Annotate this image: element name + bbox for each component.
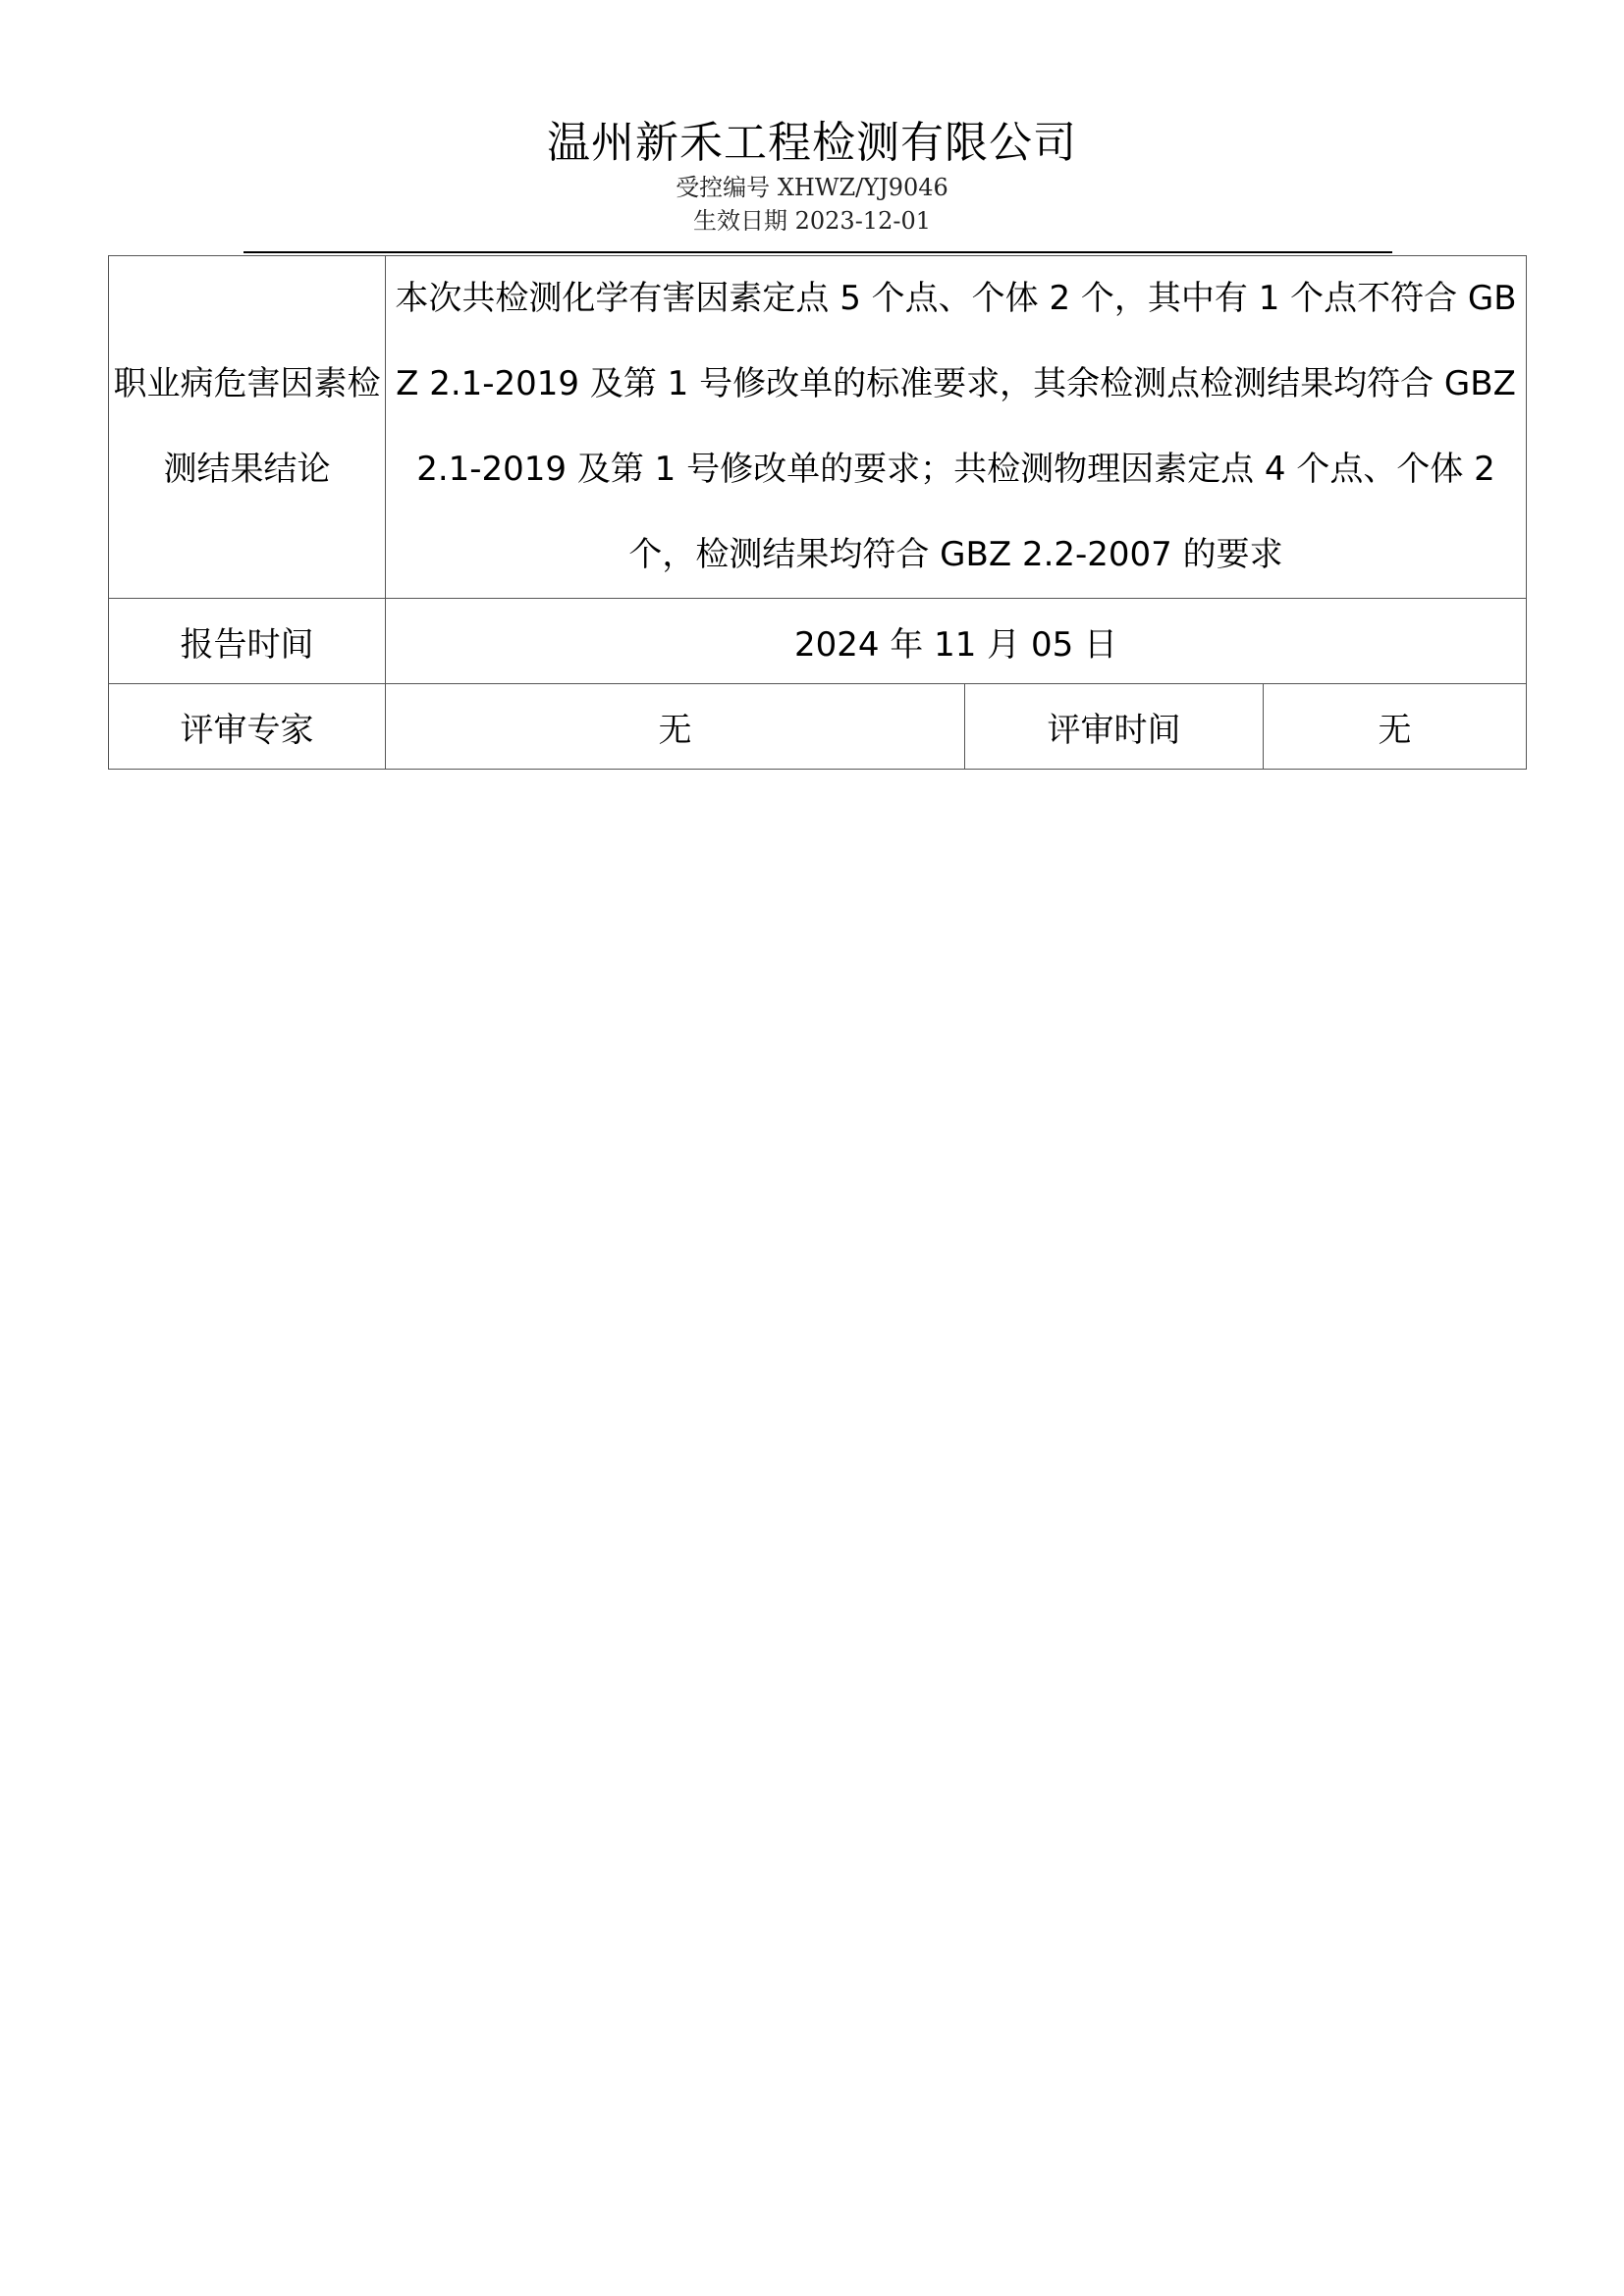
header-rule bbox=[244, 251, 1392, 253]
review-row bbox=[109, 684, 1527, 770]
report-time-row bbox=[109, 599, 1527, 684]
effective-date: 生效日期 2023-12-01 bbox=[692, 207, 931, 235]
conclusion-text: 本次共检测化学有害因素定点 5 个点、个体 2 个，其中有 1 个点不符合 GBZ 2.1-2019 及第 1 号修改单的标准要求，其余检测点检测结果均符合 GBZ 2.1-2019 及第 1 号修改单的要求；共检测物理因素定点 4 个点、个体 2 个，检测结果均符合 GBZ 2.2-2007 的要求 bbox=[386, 256, 1527, 599]
conclusion-label: 职业病危害因素检测结果结论 bbox=[109, 256, 386, 599]
company-name: 温州新禾工程检测有限公司 bbox=[547, 118, 1077, 168]
reviewer-value: 无 bbox=[386, 684, 965, 770]
conclusion-row bbox=[109, 256, 1527, 599]
document-header bbox=[0, 116, 1624, 238]
report-table bbox=[108, 255, 1527, 770]
reviewer-label: 评审专家 bbox=[109, 684, 386, 770]
report-time-label: 报告时间 bbox=[109, 599, 386, 684]
review-time-label: 评审时间 bbox=[965, 684, 1264, 770]
report-time-value: 2024 年 11 月 05 日 bbox=[386, 599, 1527, 684]
control-number: 受控编号 XHWZ/YJ9046 bbox=[676, 174, 948, 201]
review-time-value: 无 bbox=[1264, 684, 1527, 770]
